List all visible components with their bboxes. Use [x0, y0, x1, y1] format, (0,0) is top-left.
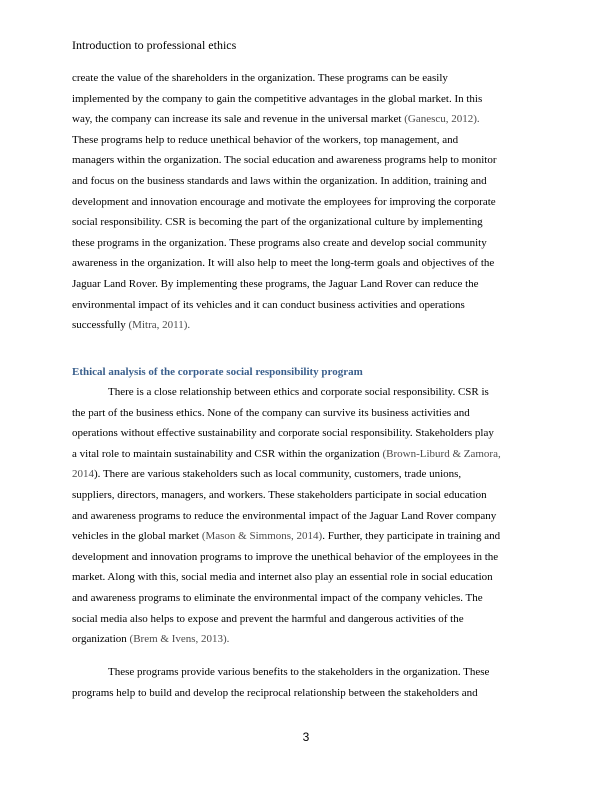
page-number: 3	[302, 730, 310, 744]
text-line: implemented by the company to gain the competitive advantages in the global market. In this	[72, 92, 483, 105]
text-line	[72, 109, 540, 130]
text-line: managers within the organization. The social education and awareness programs help to monitor	[72, 154, 497, 167]
text-line	[72, 444, 540, 465]
citation: (Mason & Simmons, 2014)	[201, 530, 323, 543]
citation: (Ganescu, 2012).	[404, 113, 480, 126]
body-paragraph-2	[72, 382, 540, 650]
text-fragment: organization	[72, 633, 127, 646]
text-line: programs help to build and develop the reciprocal relationship between the stakeholders and	[72, 686, 478, 699]
citation: (Mitra, 2011).	[128, 319, 191, 332]
text-line: and awareness programs to reduce the environmental impact of the Jaguar Land Rover company	[72, 509, 497, 522]
section-heading: Ethical analysis of the corporate social responsibility program	[72, 366, 363, 378]
text-line: There is a close relationship between ethics and corporate social responsibility. CSR is	[108, 386, 489, 398]
text-fragment: . Further, they participate in training and	[322, 530, 501, 543]
text-line: These programs help to reduce unethical behavior of the workers, top management, and	[72, 133, 459, 146]
text-line: these programs in the organization. These programs also create and develop social community	[72, 236, 487, 249]
text-line: social media also helps to expose and prevent the harmful and dangerous activities of the	[72, 612, 464, 625]
text-line	[72, 526, 540, 547]
citation: (Brown-Liburd & Zamora,	[382, 447, 501, 460]
text-line: awareness in the organization. It will also help to meet the long-term goals and objectives of the	[72, 257, 495, 270]
text-line: Jaguar Land Rover. By implementing these programs, the Jaguar Land Rover can reduce the	[72, 277, 479, 290]
text-fragment: vehicles in the global market	[72, 530, 200, 543]
text-line: create the value of the shareholders in the organization. These programs can be easily	[72, 72, 448, 84]
text-line: market. Along with this, social media and internet also play an essential role in social education	[72, 571, 493, 584]
body-paragraph-1	[72, 68, 540, 336]
text-line: development and innovation programs to improve the unethical behavior of the employees in the	[72, 550, 499, 563]
text-line: These programs provide various benefits to the stakeholders in the organization. These	[108, 666, 490, 678]
text-fragment: a vital role to maintain sustainability and CSR within the organization	[72, 447, 380, 460]
text-line: environmental impact of its vehicles and it can conduct business activities and operations	[72, 298, 465, 311]
citation: 2014	[72, 468, 94, 481]
text-line: and focus on the business standards and laws within the organization. In addition, training and	[72, 174, 487, 187]
text-line: and awareness programs to eliminate the environmental impact of the company vehicles. The	[72, 591, 483, 604]
text-line	[72, 315, 540, 336]
text-fragment: way, the company can increase its sale and revenue in the universal market	[72, 113, 402, 126]
body-paragraph-3	[72, 662, 540, 703]
text-line: suppliers, directors, managers, and workers. These stakeholders participate in social education	[72, 488, 487, 501]
running-head: Introduction to professional ethics	[72, 38, 237, 52]
text-line	[72, 629, 540, 650]
text-line: the part of the business ethics. None of the company can survive its business activities and	[72, 406, 470, 419]
text-line: operations without effective sustainability and corporate social responsibility. Stakeholders play	[72, 427, 494, 440]
text-line: development and innovation encourage and motivate the employees for improving the corporate	[72, 195, 496, 208]
citation: (Brem & Ivens, 2013).	[129, 633, 230, 646]
text-line	[72, 464, 540, 485]
text-line: social responsibility. CSR is becoming the part of the organizational culture by implementing	[72, 216, 483, 229]
text-fragment: successfully	[72, 319, 126, 332]
text-fragment: ). There are various stakeholders such as local community, customers, trade unions,	[94, 468, 462, 481]
